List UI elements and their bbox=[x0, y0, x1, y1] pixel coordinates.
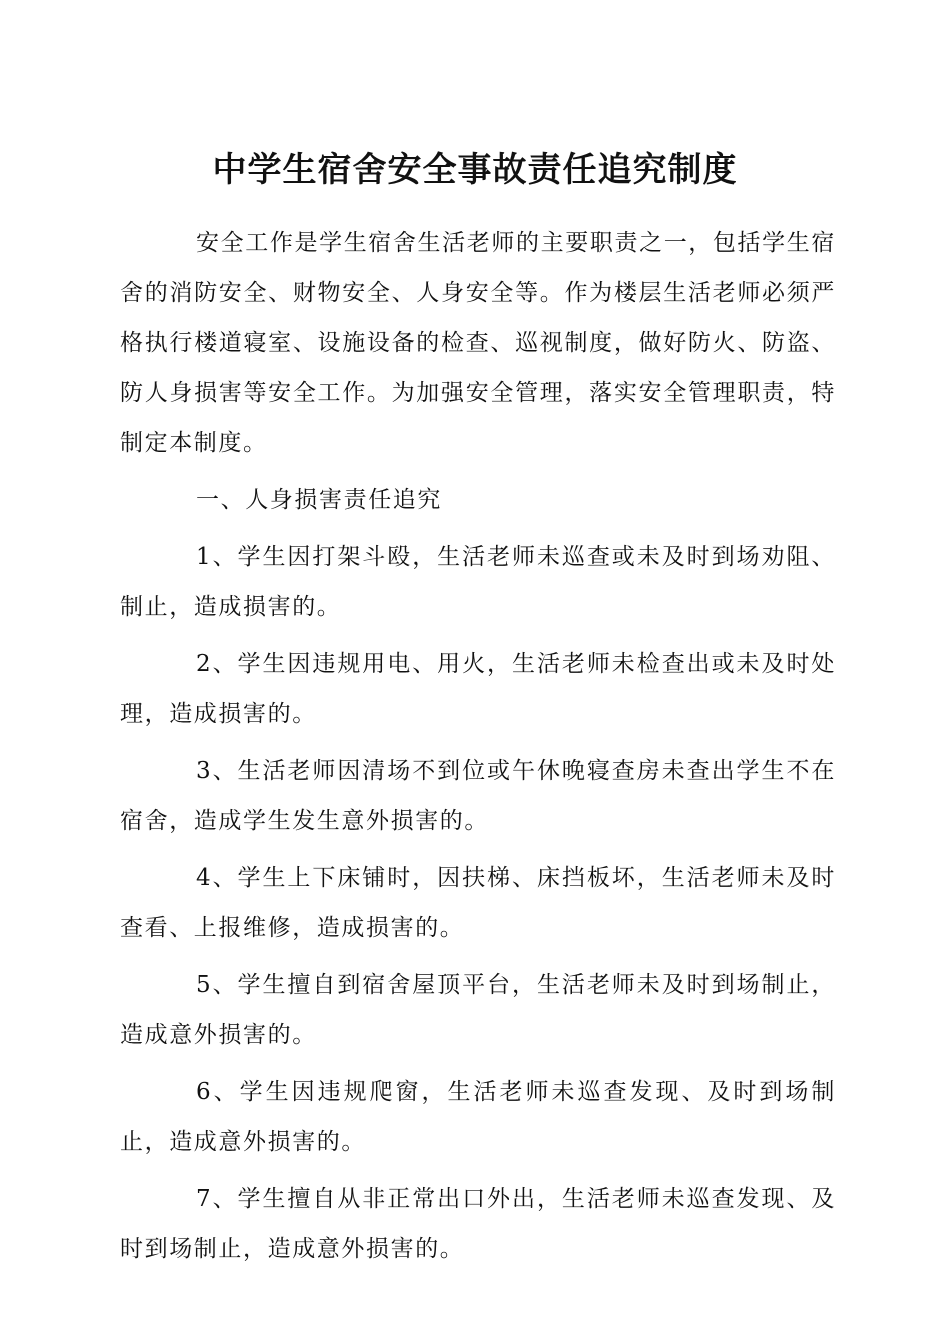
clause-6: 6、学生因违规爬窗，生活老师未巡查发现、及时到场制止，造成意外损害的。 bbox=[120, 1079, 836, 1155]
clause-2: 2、学生因违规用电、用火，生活老师未检查出或未及时处理，造成损害的。 bbox=[120, 651, 836, 727]
clause-5: 5、学生擅自到宿舍屋顶平台，生活老师未及时到场制止，造成意外损害的。 bbox=[120, 972, 836, 1048]
intro-paragraph: 安全工作是学生宿舍生活老师的主要职责之一，包括学生宿舍的消防安全、财物安全、人身安全等。作为楼层生活老师必须严格执行楼道寝室、设施设备的检查、巡视制度，做好防火、防盗、防人身损害等安全工作。为加强安全管理，落实安全管理职责，特制定本制度。 bbox=[120, 230, 836, 456]
document-body bbox=[120, 218, 836, 1281]
section-heading-personal-injury: 一、人身损害责任追究 bbox=[196, 487, 442, 513]
document-title: 中学生宿舍安全事故责任追究制度 bbox=[212, 150, 738, 190]
clause-7: 7、学生擅自从非正常出口外出，生活老师未巡查发现、及时到场制止，造成意外损害的。 bbox=[120, 1186, 836, 1262]
clause-1: 1、学生因打架斗殴，生活老师未巡查或未及时到场劝阻、制止，造成损害的。 bbox=[120, 544, 836, 620]
clause-3: 3、生活老师因清场不到位或午休晚寝查房未查出学生不在宿舍，造成学生发生意外损害的。 bbox=[120, 758, 836, 834]
clause-4: 4、学生上下床铺时，因扶梯、床挡板坏，生活老师未及时查看、上报维修，造成损害的。 bbox=[120, 865, 836, 941]
